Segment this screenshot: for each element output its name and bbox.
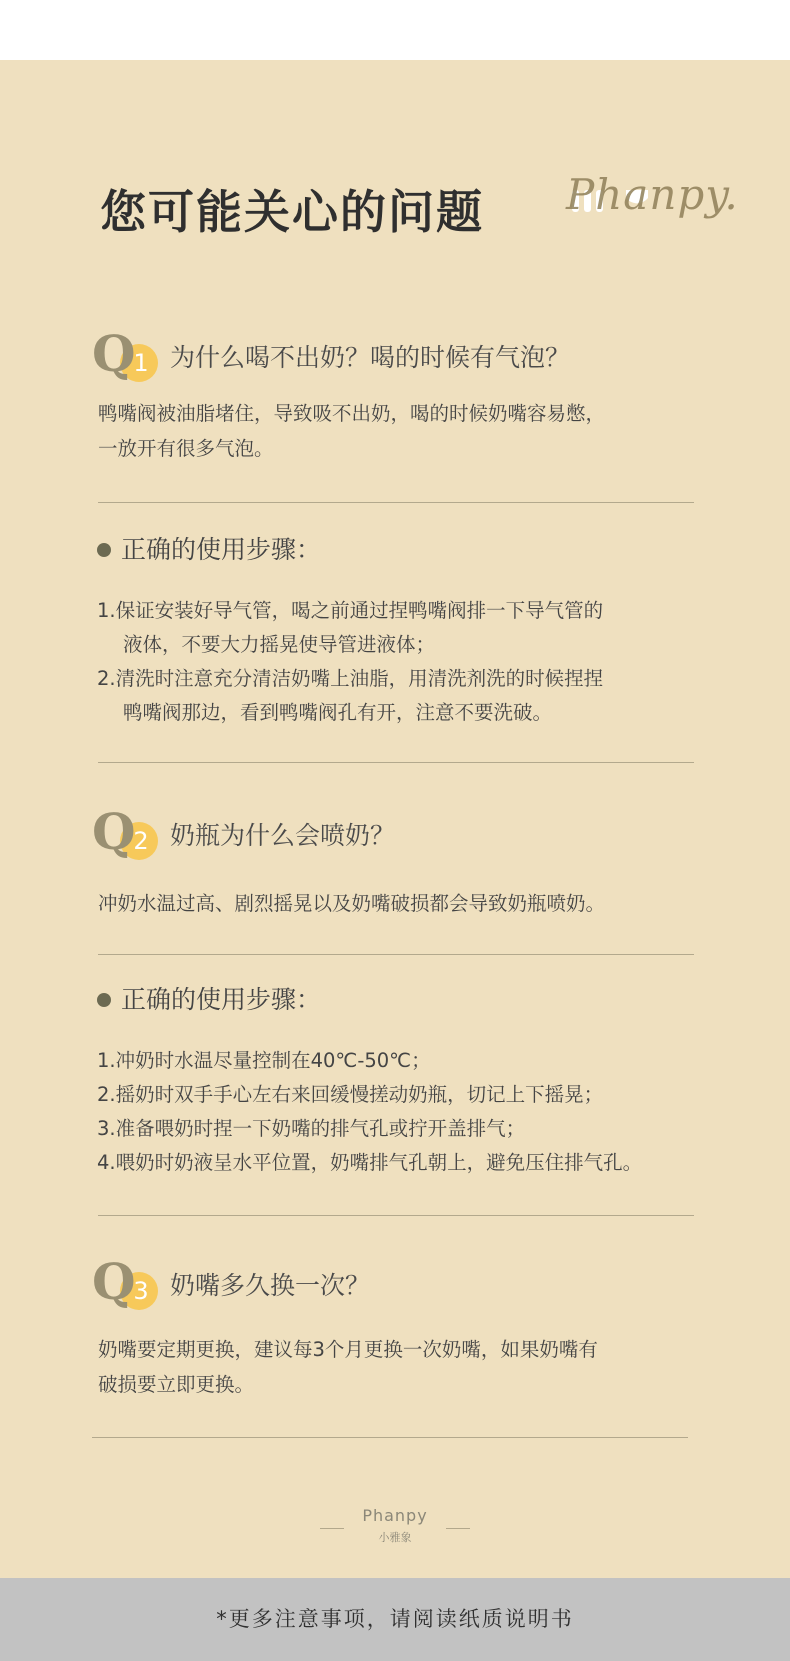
answer-line: 冲奶水温过高、剧烈摇晃以及奶嘴破损都会导致奶瓶喷奶。 <box>98 892 606 915</box>
brand-subname: 小雅象 <box>378 1531 412 1544</box>
answer-line: 破损要立即更换。 <box>98 1373 255 1396</box>
answer-1 <box>98 396 718 466</box>
question-3-badge <box>92 1252 164 1314</box>
bottom-notice-text: *更多注意事项，请阅读纸质说明书 <box>216 1607 574 1631</box>
question-1-text: 为什么喝不出奶？喝的时候有气泡？ <box>170 343 571 372</box>
steps-title: 正确的使用步骤： <box>121 535 322 564</box>
badge-number: 3 <box>133 1277 149 1305</box>
steps-2-list <box>97 1044 737 1180</box>
divider <box>92 1437 688 1438</box>
divider <box>98 1215 694 1216</box>
steps-title: 正确的使用步骤： <box>121 985 322 1014</box>
list-item: 3.准备喂奶时捏一下奶嘴的排气孔或拧开盖排气； <box>97 1117 526 1140</box>
badge-letter: Q <box>92 1252 136 1311</box>
badge-number: 1 <box>133 349 149 377</box>
footer-brand <box>320 1502 470 1546</box>
steps-1-list <box>97 594 737 730</box>
badge-number: 2 <box>133 827 149 855</box>
divider <box>98 762 694 763</box>
badge-letter: Q <box>92 802 136 861</box>
bottom-notice-bar <box>0 1578 790 1661</box>
question-2-badge <box>92 802 164 864</box>
step-line-continued: 液体，不要大力摇晃使导管进液体； <box>123 633 436 656</box>
list-item: 4.喂奶时奶液呈水平位置，奶嘴排气孔朝上，避免压住排气孔。 <box>97 1151 643 1174</box>
brand-rule-right <box>446 1528 470 1529</box>
step-line: 2.清洗时注意充分清洁奶嘴上油脂，用清洗剂洗的时候捏捏 <box>97 667 604 690</box>
badge-letter: Q <box>92 324 136 383</box>
page-title: 您可能关心的问题 <box>100 185 484 239</box>
question-1-badge <box>92 324 164 386</box>
bullet-icon <box>97 543 111 557</box>
list-item: 1.冲奶时水温尽量控制在40℃-50℃； <box>97 1049 431 1072</box>
list-item <box>97 594 737 662</box>
answer-line: 鸭嘴阀被油脂堵住，导致吸不出奶，喝的时候奶嘴容易憋， <box>98 402 606 425</box>
divider <box>98 954 694 955</box>
list-item: 2.摇奶时双手手心左右来回缓慢搓动奶瓶，切记上下摇晃； <box>97 1083 604 1106</box>
divider <box>98 502 694 503</box>
bullet-icon <box>97 993 111 1007</box>
step-line-continued: 鸭嘴阀那边，看到鸭嘴阀孔有开，注意不要洗破。 <box>123 701 553 724</box>
step-line: 1.保证安装好导气管，喝之前通过捏鸭嘴阀排一下导气管的 <box>97 599 604 622</box>
answer-3 <box>98 1332 718 1402</box>
list-item <box>97 662 737 730</box>
answer-2 <box>98 886 718 921</box>
brand-logo-script: Phanpy. <box>566 170 739 219</box>
question-3-text: 奶嘴多久换一次？ <box>170 1271 371 1300</box>
question-2-text: 奶瓶为什么会喷奶？ <box>170 821 396 850</box>
answer-line: 一放开有很多气泡。 <box>98 437 274 460</box>
brand-name: Phanpy <box>362 1506 428 1525</box>
answer-line: 奶嘴要定期更换，建议每3个月更换一次奶嘴，如果奶嘴有 <box>98 1338 598 1361</box>
